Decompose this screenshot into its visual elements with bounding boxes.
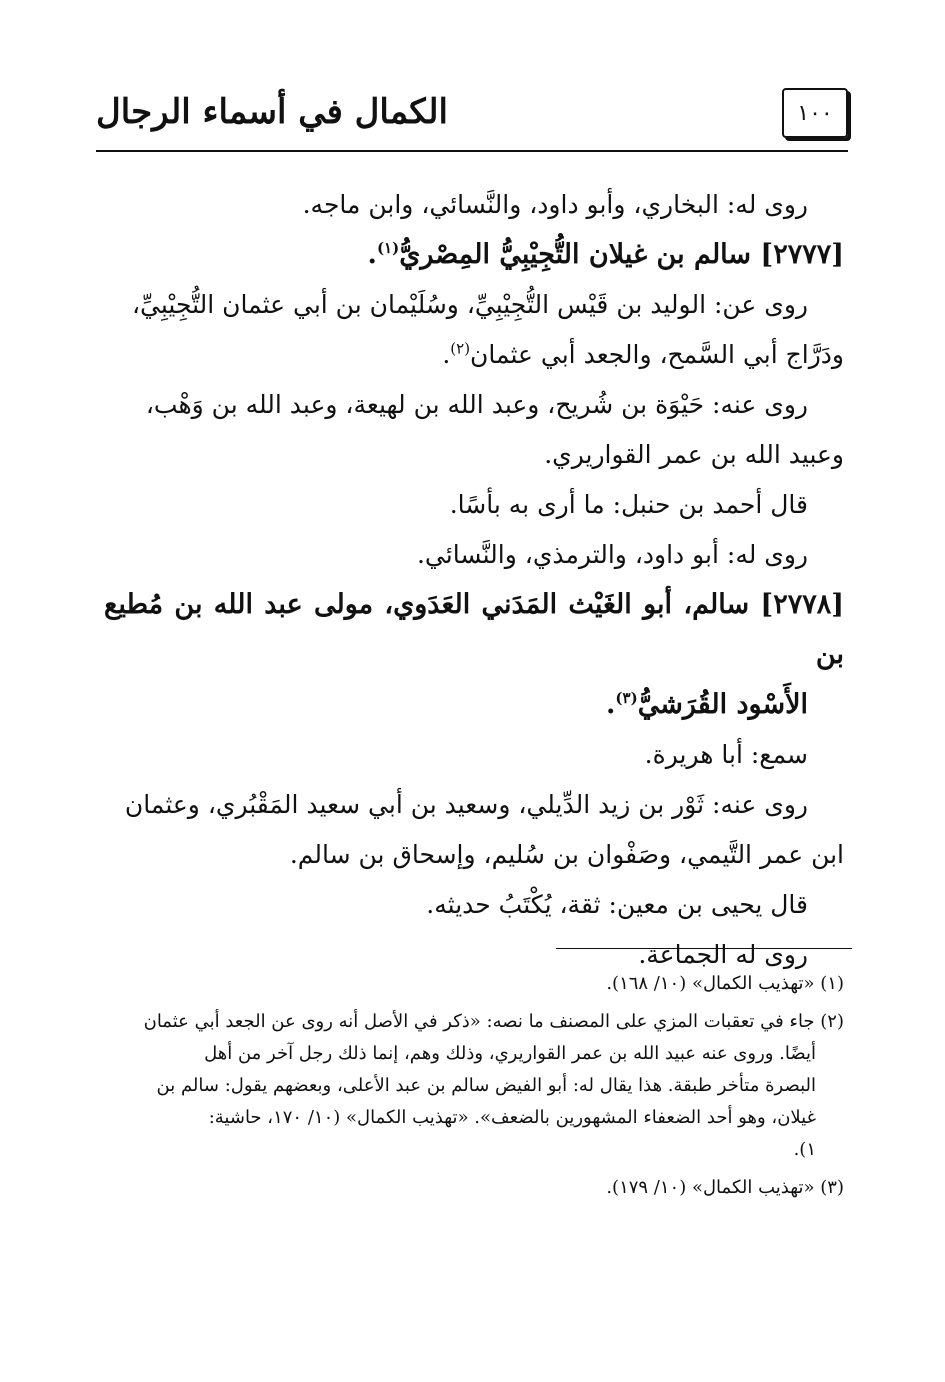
footnote-line: أيضًا. وروى عنه عبيد الله بن عمر القواريري، وذلك وهم، إنما ذلك رجل آخر من أهل — [204, 1043, 816, 1064]
footnote-ref: (١) — [376, 239, 400, 257]
paragraph: روى له الجماعة. — [638, 940, 808, 969]
footnote-line: غيلان، وهو أحد الضعفاء المشهورين بالضعف». «تهذيب الكمال» (١٠/ ١٧٠، حاشية: — [208, 1107, 816, 1128]
entry-title — [104, 230, 844, 280]
page-number: ١٠٠ — [782, 88, 848, 138]
footnote-1: (١) «تهذيب الكمال» (١٠/ ١٦٨). — [606, 973, 844, 994]
entry-title-text: [٢٧٧٧] سالم بن غيلان التُّجِيْبِيُّ المِصْريُّ — [399, 239, 844, 270]
paragraph: روى له: البخاري، وأبو داود، والنَّسائي، وابن ماجه. — [302, 190, 808, 219]
footnote-divider — [556, 948, 852, 949]
entry-title-text: الأَسْود القُرَشيُّ — [637, 689, 808, 720]
paragraph: روى له: أبو داود، والترمذي، والنَّسائي. — [416, 540, 808, 569]
paragraph: سمع: أبا هريرة. — [644, 740, 808, 769]
footnote-ref: (٢) — [450, 339, 471, 358]
paragraph-text: ودَرَّاج أبي السَّمح، والجعد أبي عثمان — [470, 340, 844, 369]
paragraph: وعبيد الله بن عمر القواريري. — [544, 440, 844, 469]
paragraph: قال يحيى بن معين: ثقة، يُكْتَبُ حديثه. — [426, 890, 808, 919]
main-text — [104, 180, 844, 980]
footnote-line: البصرة متأخر طبقة. هذا يقال له: أبو الفيض سالم بن عبد الأعلى، وبعضهم يقول: سالم بن — [156, 1075, 816, 1096]
paragraph — [104, 330, 844, 380]
page-header — [96, 82, 848, 154]
header-divider — [96, 150, 848, 152]
book-title: الكمال في أسماء الرجال — [96, 92, 448, 132]
entry-title: [٢٧٧٨] سالم، أبو الغَيْث المَدَني العَدَوي، مولى عبد الله بن مُطيع بن — [104, 589, 844, 670]
footnote-line: (٢) جاء في تعقبات المزي على المصنف ما نصه: «ذكر في الأصل أنه روى عن الجعد أبي عثمان — [143, 1011, 844, 1032]
entry-title — [104, 680, 844, 730]
paragraph: روى عنه: حَيْوَة بن شُريح، وعبد الله بن لهيعة، وعبد الله بن وَهْب، — [145, 390, 808, 419]
entry-title-end: . — [367, 239, 377, 270]
paragraph: روى عن: الوليد بن قَيْس التُّجِيْبِيِّ، وسُلَيْمان بن أبي عثمان التُّجِيْبِيِّ، — [131, 290, 808, 319]
footnote-3: (٣) «تهذيب الكمال» (١٠/ ١٧٩). — [606, 1177, 844, 1198]
footnotes — [104, 968, 844, 1210]
paragraph: قال أحمد بن حنبل: ما أرى به بأسًا. — [449, 490, 808, 519]
footnote-line: ١). — [793, 1139, 816, 1160]
paragraph-end: . — [442, 340, 451, 369]
footnote-2 — [104, 1006, 844, 1166]
paragraph: ابن عمر التَّيمي، وصَفْوان بن سُليم، وإسحاق بن سالم. — [289, 840, 844, 869]
footnote-ref: (٣) — [615, 689, 638, 707]
entry-title-end: . — [606, 689, 616, 720]
paragraph: روى عنه: ثَوْر بن زيد الدِّيلي، وسعيد بن أبي سعيد المَقْبُري، وعثمان — [124, 790, 808, 819]
